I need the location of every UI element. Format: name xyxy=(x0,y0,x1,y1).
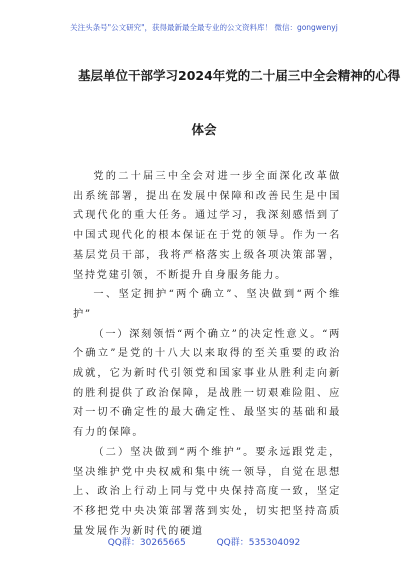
header-banner: 关注头条号"公文研究"，获得最新最全最专业的公文资料库！ 微信：gongwenyj xyxy=(70,23,338,32)
paragraph-intro: 党的二十届三中全会对进一步全面深化改革做出系统部署，提出在发展中保障和改善民生是中国式现代化的重大任务。通过学习，我深刻感悟到了中国式现代化的根本保证在于党的领导。作为一名基层党员干部，我将严格落实上级各项决策部署，坚持党建引领，不断提升自身服务能力。 xyxy=(73,171,341,281)
paragraph-2: （二）坚决做到“两个维护”。要永远跟党走，坚决维护党中央权威和集中统一领导，自觉在思想上、政治上行动上同与党中央保持高度一致，坚定不移把党中央决策部署落到实处，切实把坚持高质量发展作为新时代的硬道 xyxy=(73,446,341,537)
document-title: 基层单位干部学习2024年党的二十届三中全会精神的心得 xyxy=(78,68,401,83)
section-heading-1: 一、坚定拥护“两个确立”、坚决做到“两个维护” xyxy=(73,289,341,320)
paragraph-1: （一）深刻领悟“两个确立”的决定性意义。“两个确立”是党的十八大以来取得的至关重要的政治成就，它为新时代引领党和国家事业从胜利走向新的胜利提供了政治保障，是战胜一切艰难险阻、应对一切不确定性的最大确定性、最坚实的基础和最有力的保障。 xyxy=(73,328,341,439)
document-title-continued: 体会 xyxy=(191,122,217,137)
footer-qq-group-1: QQ群：30265665 xyxy=(107,538,186,548)
footer-qq-group-2: QQ群：535304092 xyxy=(216,538,301,548)
footer xyxy=(0,535,408,548)
document-body xyxy=(73,167,341,541)
